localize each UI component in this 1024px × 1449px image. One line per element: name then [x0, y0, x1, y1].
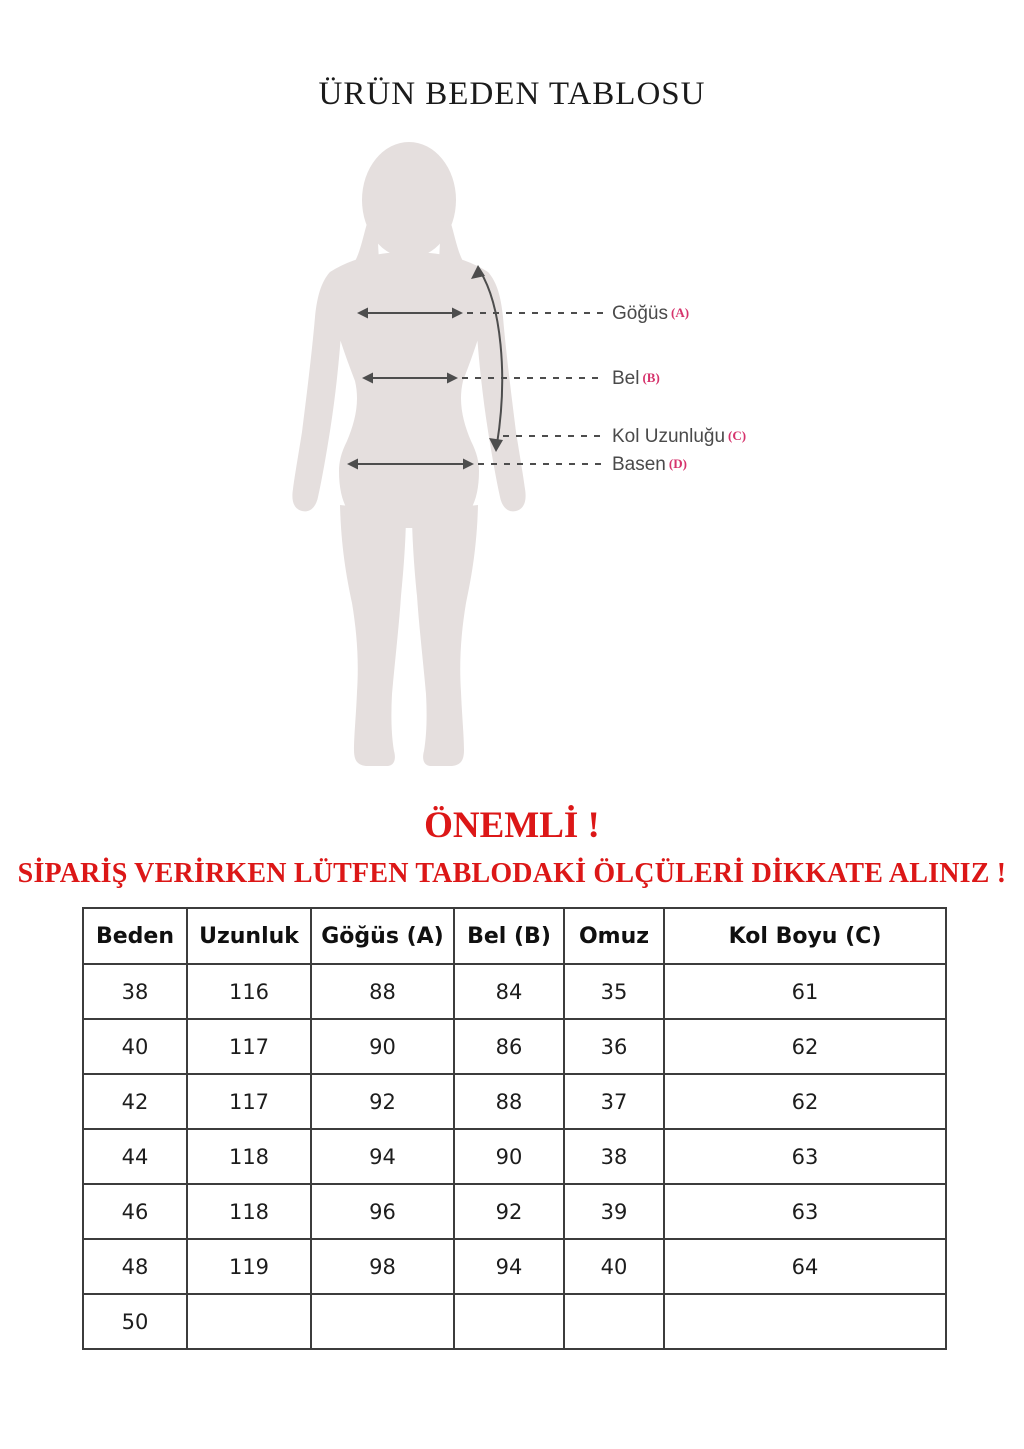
table-cell: 88	[311, 964, 454, 1019]
table-cell: 63	[664, 1129, 946, 1184]
warning-subheading: SİPARİŞ VERİRKEN LÜTFEN TABLODAKİ ÖLÇÜLERİ DİKKATE ALINIZ !	[17, 858, 1007, 889]
table-cell: 38	[564, 1129, 664, 1184]
table-cell: 90	[454, 1129, 564, 1184]
measurement-label-chest-text: Göğüs	[612, 303, 668, 324]
table-cell: 119	[187, 1239, 311, 1294]
silhouette-right-leg	[412, 505, 478, 766]
table-cell: 62	[664, 1074, 946, 1129]
table-cell: 118	[187, 1129, 311, 1184]
table-cell: 116	[187, 964, 311, 1019]
table-cell: 40	[564, 1239, 664, 1294]
table-cell	[187, 1294, 311, 1349]
table-cell: 88	[454, 1074, 564, 1129]
table-row	[83, 964, 946, 1019]
measurement-label-arm-text: Kol Uzunluğu	[612, 426, 726, 447]
measurement-label-arm	[612, 424, 746, 448]
table-cell: 118	[187, 1184, 311, 1239]
table-cell: 46	[83, 1184, 187, 1239]
body-measurement-diagram	[280, 140, 610, 780]
table-cell: 117	[187, 1019, 311, 1074]
table-cell: 94	[311, 1129, 454, 1184]
table-cell: 94	[454, 1239, 564, 1294]
measurement-letter-d: (D)	[668, 456, 687, 471]
size-table-header	[83, 908, 946, 964]
table-cell: 62	[664, 1019, 946, 1074]
measurement-label-hip-text: Basen	[612, 454, 666, 475]
table-cell: 63	[664, 1184, 946, 1239]
table-cell: 64	[664, 1239, 946, 1294]
warning-heading: ÖNEMLİ !	[424, 805, 600, 846]
table-cell: 35	[564, 964, 664, 1019]
table-row	[83, 1294, 946, 1349]
table-cell: 90	[311, 1019, 454, 1074]
measurement-letter-b: (B)	[642, 370, 660, 385]
silhouette-left-arm	[292, 272, 342, 511]
table-cell	[454, 1294, 564, 1349]
measurement-label-waist-text: Bel	[612, 368, 640, 389]
table-cell	[664, 1294, 946, 1349]
table-cell	[311, 1294, 454, 1349]
table-cell: 98	[311, 1239, 454, 1294]
table-cell: 117	[187, 1074, 311, 1129]
table-cell: 84	[454, 964, 564, 1019]
column-header-kol-boyu: Kol Boyu (C)	[664, 908, 946, 964]
column-header-beden: Beden	[83, 908, 187, 964]
table-cell: 96	[311, 1184, 454, 1239]
silhouette-right-arm	[476, 272, 526, 511]
silhouette-torso	[328, 252, 490, 528]
table-cell: 92	[454, 1184, 564, 1239]
table-cell: 42	[83, 1074, 187, 1129]
table-cell: 48	[83, 1239, 187, 1294]
measurement-letter-a: (A)	[670, 305, 690, 320]
table-cell: 50	[83, 1294, 187, 1349]
measurement-label-chest	[612, 301, 689, 325]
header-row	[83, 908, 946, 964]
table-row	[83, 1184, 946, 1239]
table-cell: 38	[83, 964, 187, 1019]
table-cell: 36	[564, 1019, 664, 1074]
size-table-body	[83, 964, 946, 1349]
table-row	[83, 1074, 946, 1129]
table-row	[83, 1239, 946, 1294]
table-cell: 86	[454, 1019, 564, 1074]
female-silhouette	[292, 142, 525, 766]
table-cell: 61	[664, 964, 946, 1019]
table-cell: 39	[564, 1184, 664, 1239]
page-title: ÜRÜN BEDEN TABLOSU	[318, 76, 706, 112]
table-cell: 92	[311, 1074, 454, 1129]
table-cell	[564, 1294, 664, 1349]
size-table	[82, 907, 947, 1350]
table-cell: 44	[83, 1129, 187, 1184]
silhouette-left-leg	[340, 505, 406, 766]
column-header-uzunluk: Uzunluk	[187, 908, 311, 964]
column-header-gogus: Göğüs (A)	[311, 908, 454, 964]
column-header-bel: Bel (B)	[454, 908, 564, 964]
measurement-label-waist	[612, 366, 660, 390]
table-cell: 37	[564, 1074, 664, 1129]
table-row	[83, 1019, 946, 1074]
column-header-omuz: Omuz	[564, 908, 664, 964]
measurement-label-hip	[612, 452, 687, 476]
table-row	[83, 1129, 946, 1184]
measurement-letter-c: (C)	[728, 428, 747, 443]
table-cell: 40	[83, 1019, 187, 1074]
